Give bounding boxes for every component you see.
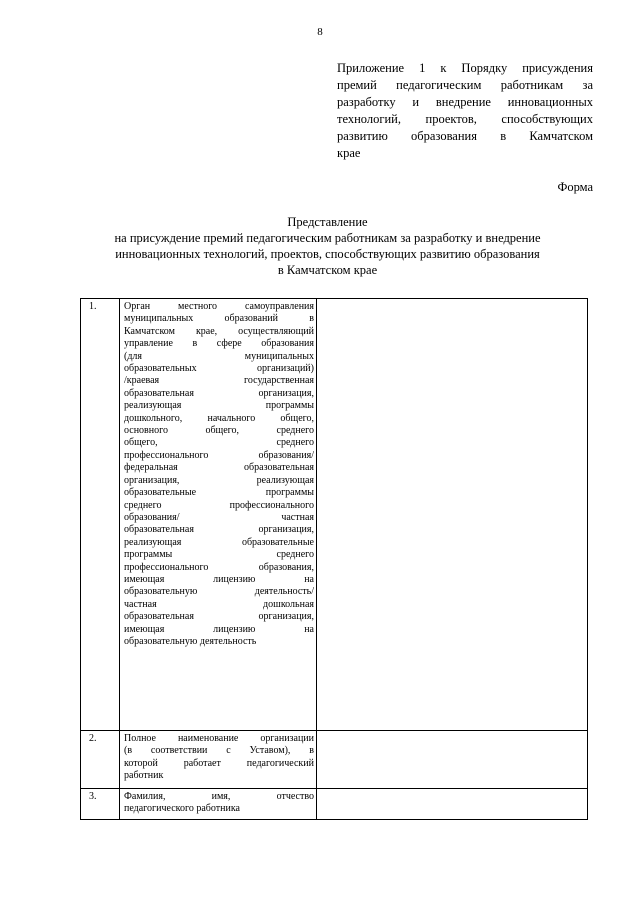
row-label-line: организация, реализующая [124,474,314,486]
row-label [120,789,317,820]
row-label-line: образовательные программы [124,487,314,499]
row-label [120,731,317,789]
row-number: 2. [81,731,120,789]
form-table [80,298,588,820]
form-label: Форма [557,180,593,194]
row-label [120,299,317,731]
row-label-line: Камчатском крае, осуществляющий [124,325,314,337]
title-line: на присуждение премий педагогическим работникам за разработку и внедрение [114,231,541,245]
row-label-line: /краевая государственная [124,375,314,387]
appendix-line: Приложение 1 к Порядку присуждения [337,61,593,75]
row-value-field[interactable] [317,731,588,789]
row-label-line: образовательная организация, [124,524,314,536]
row-label-line: образовательная организация, [124,611,314,623]
row-label-line: образовательную деятельность [124,635,257,647]
appendix-line: разработку и внедрение инновационных [337,95,593,109]
appendix-line: крае [337,146,361,160]
row-label-line: (в соответствии с Уставом), в [124,745,314,757]
row-label-line: педагогического работника [124,803,240,815]
row-label-line: образования/ частная [124,511,314,523]
row-label-line: профессионального образования/ [124,449,314,461]
row-label-line: дошкольного, начального общего, [124,412,314,424]
row-label-line: управление в сфере образования [124,338,314,350]
row-number: 1. [81,299,120,731]
row-label-line: реализующая программы [124,400,314,412]
row-label-line: работник [124,770,164,782]
title-line: Представление [287,215,368,229]
page-number: 8 [317,26,323,38]
row-value-field[interactable] [317,789,588,820]
row-label-line: которой работает педагогический [124,757,314,769]
row-label-line: Фамилия, имя, отчество [124,791,314,802]
row-label-line: (для муниципальных [124,350,314,362]
table-row [81,299,588,731]
row-label-line: федеральная образовательная [124,462,314,474]
row-label-line: программы среднего [124,549,314,561]
title-line: инновационных технологий, проектов, способствующих развитию образования [115,247,540,261]
table-row [81,731,588,789]
appendix-line: премий педагогическим работникам за [337,78,593,92]
appendix-line: технологий, проектов, способствующих [337,112,593,126]
row-label-line: Орган местного самоуправления [124,301,314,312]
document-title [60,214,595,278]
row-label-line: имеющая лицензию на [124,573,314,585]
row-label-line: реализующая образовательные [124,536,314,548]
table-row [81,789,588,820]
row-label-line: имеющая лицензию на [124,623,314,635]
row-value-field[interactable] [317,299,588,731]
row-label-line: Полное наименование организации [124,733,314,744]
appendix-note [337,60,593,162]
appendix-line: развитию образования в Камчатском [337,129,593,143]
row-label-line: образовательная организация, [124,387,314,399]
row-label-line: профессионального образования, [124,561,314,573]
row-number: 3. [81,789,120,820]
title-line: в Камчатском крае [277,263,378,277]
row-label-line: образовательную деятельность/ [124,586,314,598]
row-label-line: муниципальных образований в [124,313,314,325]
row-label-line: общего, среднего [124,437,314,449]
row-label-line: частная дошкольная [124,598,314,610]
row-label-line: основного общего, среднего [124,425,314,437]
row-label-line: образовательных организаций) [124,363,314,375]
row-label-line: среднего профессионального [124,499,314,511]
